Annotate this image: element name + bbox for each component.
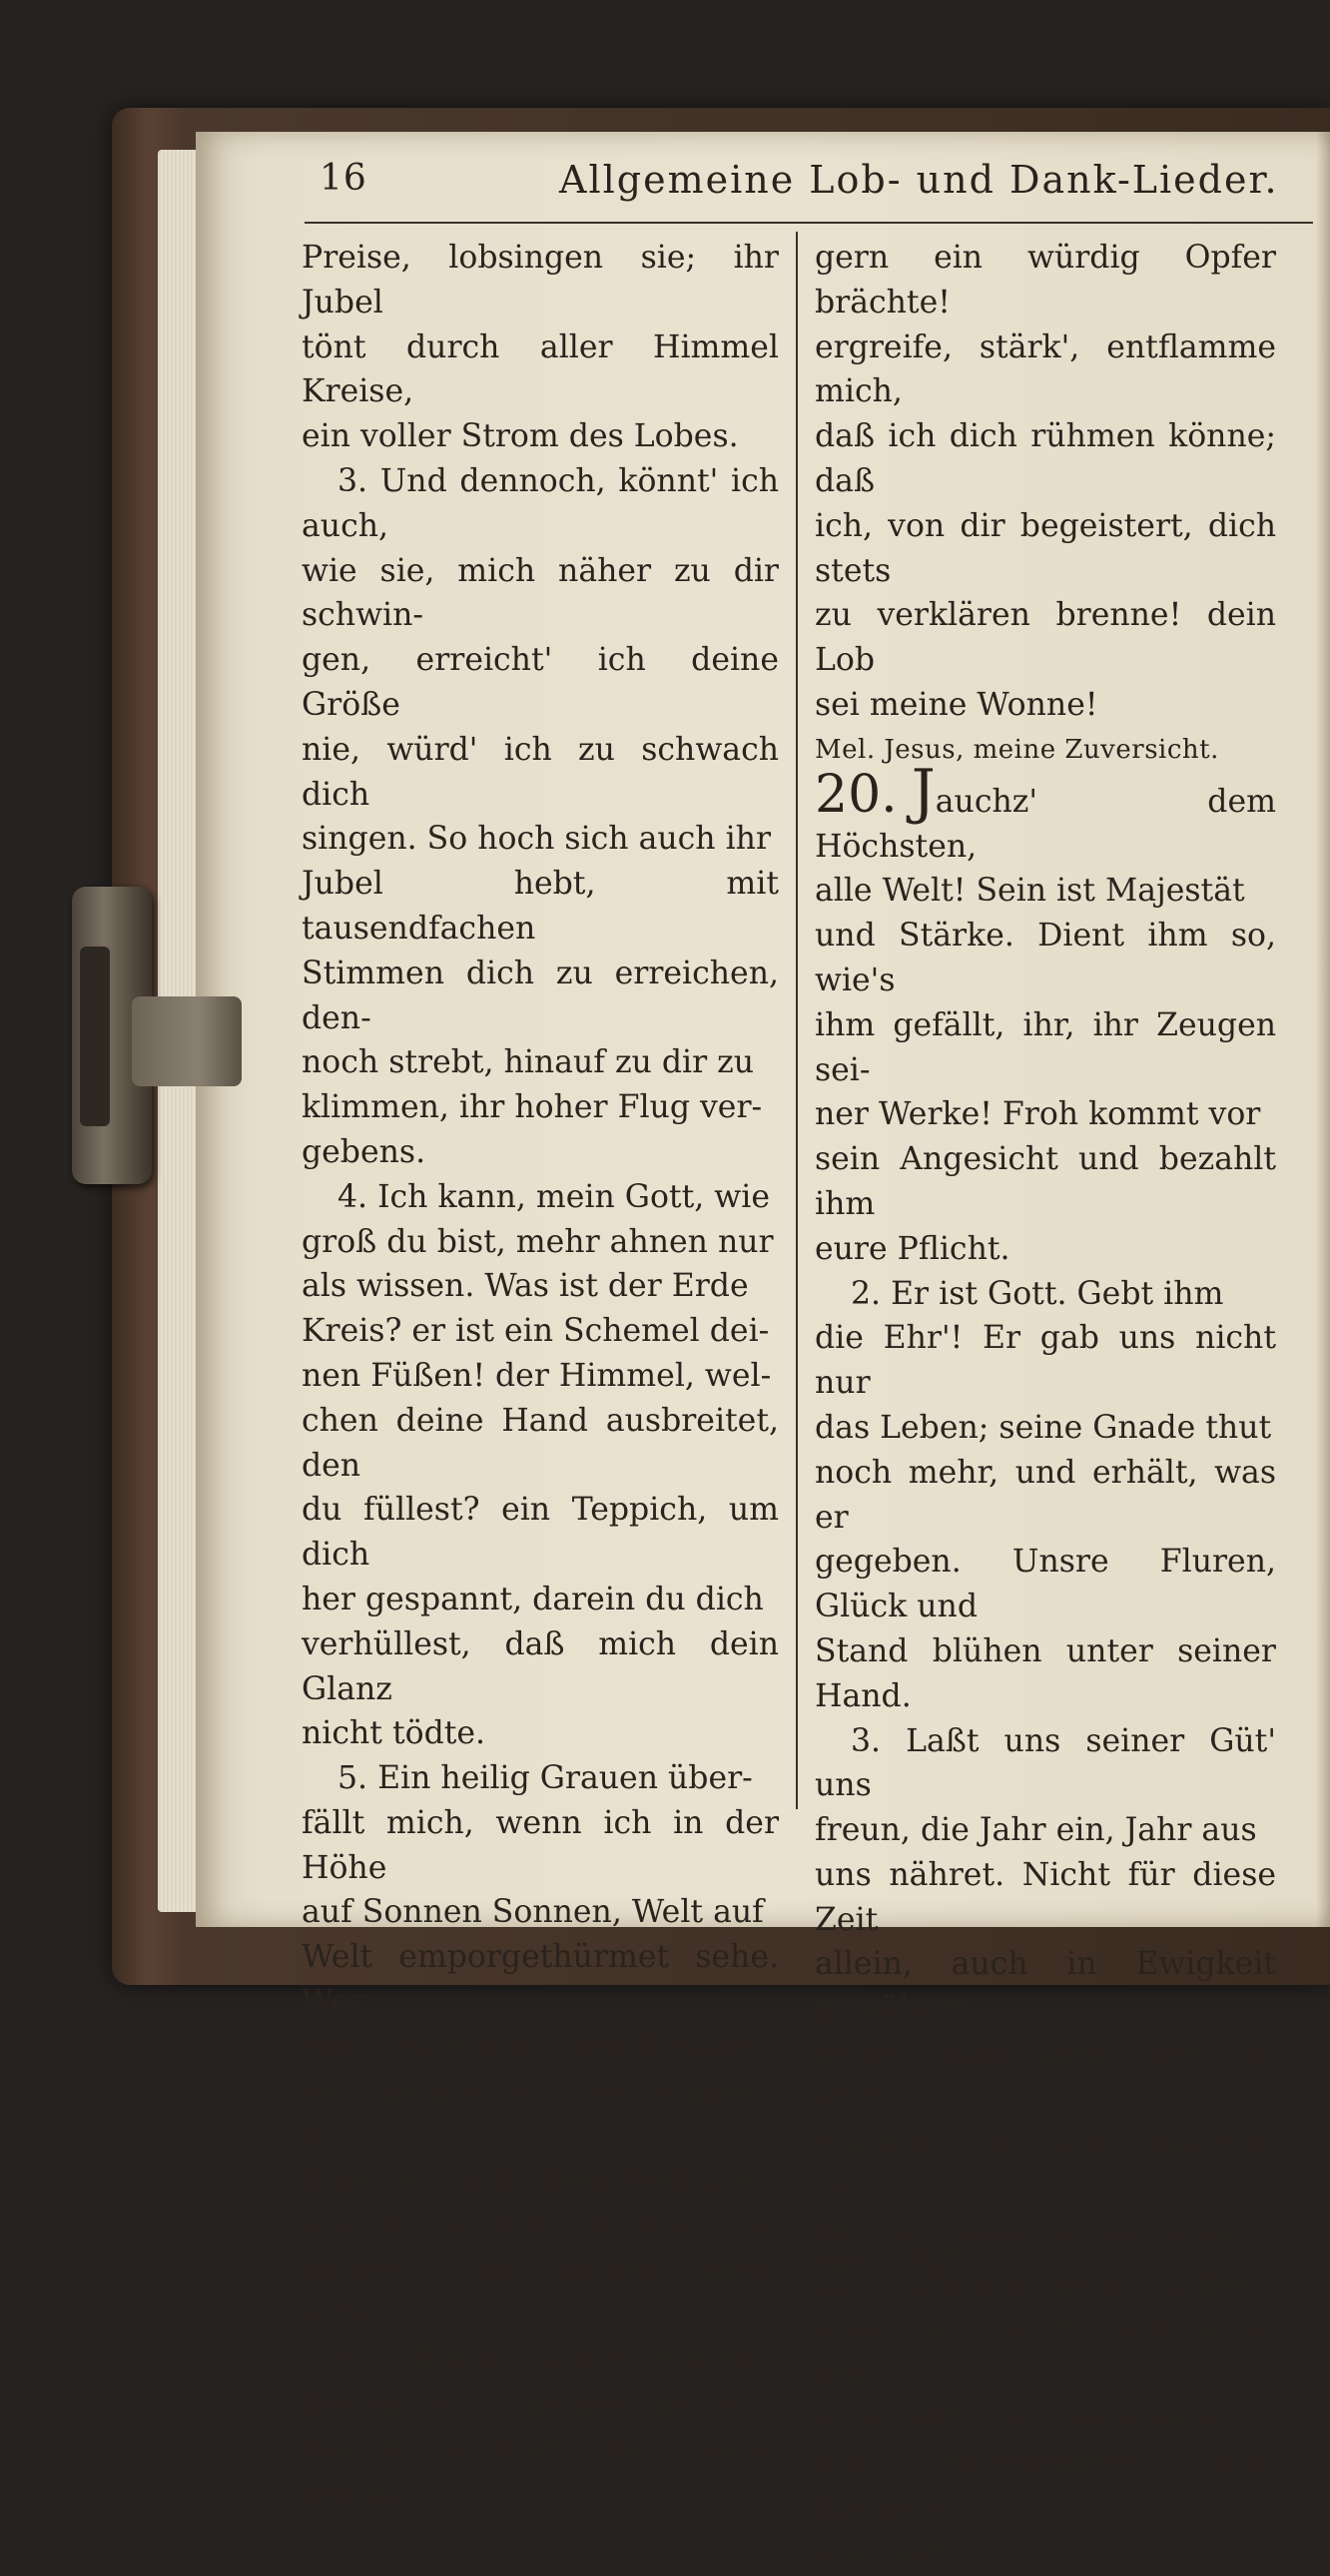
text-line: Welt emporgethürmet sehe. Wer xyxy=(302,1939,779,2021)
text-line: des Herrn! o meines Gottes xyxy=(302,2386,743,2423)
text-line: 4. Ich kann, mein Gott, wie xyxy=(337,1178,770,1215)
text-line: das Leben; seine Gnade thut xyxy=(815,1409,1272,1446)
text-line: Jubel hebt, mit tausendfachen xyxy=(302,866,779,947)
text-line: als wissen. Was ist der Erde xyxy=(302,1268,749,1305)
text-line: freun, die Jahr ein, Jahr aus xyxy=(815,1812,1257,1849)
right-column xyxy=(815,236,1276,2576)
text-line: Stand blühen unter seiner Hand. xyxy=(815,1632,1276,1714)
text-line: zu verklären brenne! dein Lob xyxy=(815,597,1276,679)
text-line: und Morgenstern, und Element xyxy=(815,2445,1276,2527)
text-line: 2. Er ist Gott. Gebt ihm xyxy=(851,1275,1224,1312)
text-line: gegeben. Unsre Fluren, Glück und xyxy=(815,1544,1276,1625)
text-line: und Tod. xyxy=(815,2535,954,2572)
text-line: war; da riefst du: Kommt! sie xyxy=(302,2208,769,2245)
text-line: ergreife, stärk', entflamme mich, xyxy=(815,328,1276,410)
text-line: Stimmen dich zu erreichen, den- xyxy=(302,955,779,1036)
text-line: auf Sonnen Sonnen, Welt auf xyxy=(302,1894,764,1931)
text-line: sein Angesicht und bezahlt ihm xyxy=(815,1141,1276,1222)
text-line: gen, erreicht' ich deine Größe xyxy=(302,642,779,723)
text-line: allein, auch in Ewigkeit gewähret xyxy=(815,1946,1276,2028)
drop-initial: N xyxy=(911,2240,965,2310)
text-line: nen Füßen! der Himmel, wel- xyxy=(302,1357,772,1394)
text-line: Rechte! o Macht der Liebe, der ich xyxy=(302,2431,779,2512)
text-line: 6. O Stärke Gottes! Macht xyxy=(337,2341,758,2378)
text-line: Preise, lobsingen sie; ihr Jubel xyxy=(302,240,779,321)
column-rule xyxy=(796,232,798,1809)
text-line: groß du bist, mehr ahnen nur xyxy=(302,1223,774,1260)
text-line: Volk des Herrn, und singe dei- xyxy=(815,2311,1276,2392)
text-line: wer nennet sie bei Namen? du xyxy=(302,2073,779,2155)
text-line: kamen, und lobten ihren Vater. xyxy=(302,2252,779,2333)
text-line: ich, von dir begeistert, dich stets xyxy=(815,507,1276,589)
text-line: fällt mich, wenn ich in der Höhe xyxy=(302,1804,779,1886)
hymn-20-first-line xyxy=(815,756,1276,870)
text-line: du füllest? ein Teppich, um dich xyxy=(302,1492,779,1574)
text-line: die Ehr'! Er gab uns nicht nur xyxy=(815,1320,1276,1402)
text-line: 3. Und dennoch, könnt' ich auch, xyxy=(302,462,779,544)
text-line: Kreis? er ist ein Schemel dei- xyxy=(302,1313,770,1350)
text-line: Freude, die kein Wechsel stört. xyxy=(815,2125,1276,2207)
text-line: gebens. xyxy=(302,1133,426,1170)
text-line: uns nähret. Nicht für diese Zeit xyxy=(815,1856,1276,1938)
text-line: sei meine Wonne! xyxy=(815,686,1098,723)
hymn-number-20: 20. xyxy=(815,764,898,825)
text-line: noch strebt, hinauf zu dir zu xyxy=(302,1044,755,1081)
text-line: ner Werke! Froh kommt vor xyxy=(815,1096,1261,1133)
text-line: imm deine Psalter, xyxy=(964,2266,1260,2303)
melody-line-21: Mel. Nun danket all und bringet. xyxy=(815,2218,1264,2249)
page-header xyxy=(300,158,1298,208)
text-line: verhüllest, daß mich dein Glanz xyxy=(302,1625,779,1707)
text-line: daß ich dich rühmen könne; daß xyxy=(815,418,1276,499)
text-line: nie, würd' ich zu schwach dich xyxy=(302,731,779,813)
hymn-number-21: 21. xyxy=(815,2248,898,2308)
text-line: noch mehr, und erhält, was er xyxy=(815,1454,1276,1536)
melody-line-20: Mel. Jesus, meine Zuversicht. xyxy=(815,734,1219,765)
text-line: 3. Laßt uns seiner Güt' uns xyxy=(815,1722,1276,1804)
hymn-21-first-line xyxy=(815,2240,1276,2310)
text-line: eure Pflicht. xyxy=(815,1230,1010,1267)
text-line: nicht tödte. xyxy=(302,1715,486,1752)
text-line: ein voller Strom des Lobes. xyxy=(302,418,739,455)
text-line: ihm gefällt, ihr, ihr Zeugen sei- xyxy=(815,1006,1276,1088)
text-line: her gespannt, darein du dich xyxy=(302,1581,764,1617)
text-line: wie sie, mich näher zu dir schwin- xyxy=(302,552,779,634)
text-line: und Stärke. Dient ihm so, wie's xyxy=(815,918,1276,998)
left-column xyxy=(302,236,779,2517)
text-line: klimmen, ihr hoher Flug ver- xyxy=(302,1089,763,1126)
text-line: tönt durch aller Himmel Kreise, xyxy=(302,328,779,410)
text-line: singen. So hoch sich auch ihr xyxy=(302,821,772,858)
text-line: auchz' dem Höchsten, xyxy=(815,783,1276,865)
text-line: 5. Ein heilig Grauen über- xyxy=(337,1760,753,1797)
header-rule xyxy=(305,222,1313,224)
text-line: zählt, wer leitet ihre Schaar? xyxy=(302,2028,766,2065)
metal-clasp xyxy=(72,887,152,1184)
text-line: chen deine Hand ausbreitet, den xyxy=(302,1402,779,1484)
drop-initial: J xyxy=(911,756,936,827)
text-line: thust es, Gott! Kein Weltkreis xyxy=(302,2163,772,2200)
text-line: seine Huld dem, der ihn ehrt, xyxy=(815,2036,1276,2117)
page-number: 16 xyxy=(320,158,367,199)
text-line: alle Welt! Sein ist Majestät xyxy=(815,873,1245,910)
running-title: Allgemeine Lob- und Dank-Lieder. xyxy=(559,158,1279,202)
text-line: nem Gott! Ihn loben Sonn' xyxy=(815,2400,1236,2437)
text-line: gern ein würdig Opfer brächte! xyxy=(815,240,1276,321)
